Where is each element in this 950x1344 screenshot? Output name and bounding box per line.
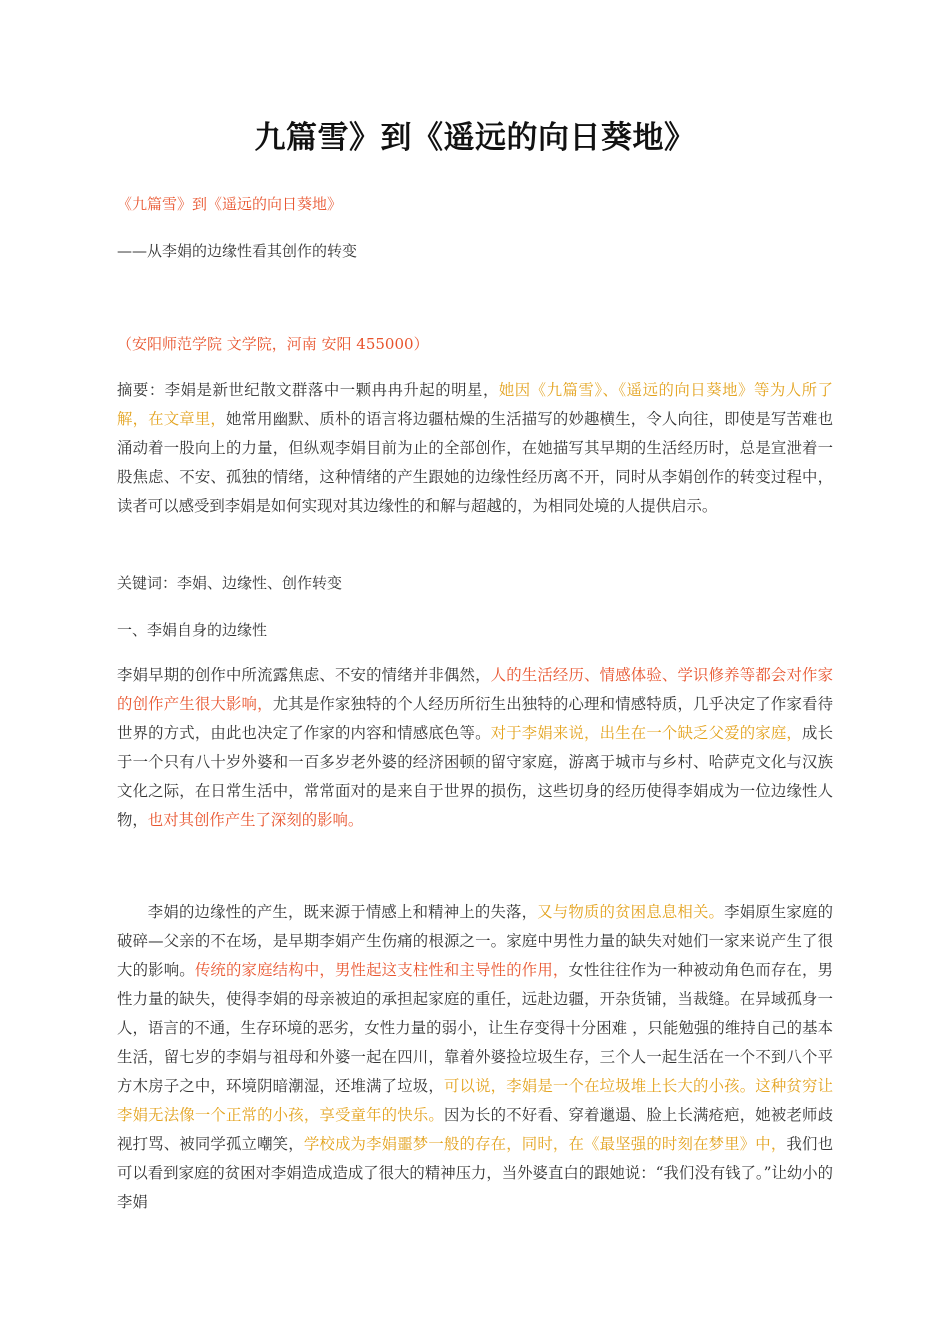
para2-sentence: 女性往往作为一种被动角色而存在，男性力量的缺失，使得李娟的母亲被迫的承担起家庭的重任，远赴边疆，开杂货铺，当裁缝。在异域孤身一人，语言的不通，生存环境的恶劣，女性力量的弱小，让生存变得十分困难 ，只能勉强的维持自己的基本生活，留七岁的李娟与祖母和外婆一起在四川，靠着外婆捡垃圾生存，三个人一起生活在一个不到八个平方木房子之中，环境阴暗潮湿，还堆满了垃圾， [117,961,833,1095]
para1-highlight-orange: 对于李娟来说，出生在一个缺乏父爱的家庭， [490,724,803,742]
para2-sentence: 李娟原生家庭的破碎—父亲的不在场，是早期李娟产生伤痛的根源之一。家庭中男性力量的缺失对她们一家来说产生了很大的影响。 [117,903,833,979]
para2-sentence: 李娟的边缘性的产生，既来源于情感上和精神上的失落， [147,903,538,921]
para1-highlight-red: 也对其创作产生了深刻的影响。 [147,811,364,829]
section-heading: 一、李娟自身的边缘性 [117,621,268,639]
abstract-paragraph [117,376,833,521]
para1-sentence: 尤其是作家独特的个人经历所衍生出独特的心理和情感特质，几乎决定了作家看待世界的方式，由此也决定了作家的内容和情感底色等。 [117,695,833,742]
page-title: 九篇雪》到《遥远的向日葵地》 [254,120,696,156]
abstract-sentence: 摘要：李娟是新世纪散文群落中一颗冉冉升起的明星， [117,381,499,399]
affiliation: （安阳师范学院 文学院，河南 安阳 455000） [117,335,429,353]
para1-sentence: 成长于一个只有八十岁外婆和一百多岁老外婆的经济困顿的留守家庭，游离于城市与乡村、哈萨克文化与汉族文化之际，在日常生活中，常常面对的是来自于世界的损伤，这些切身的经历使得李娟成为一位边缘性人物， [117,724,833,829]
abstract-highlight: 她因《九篇雪》、《遥远的向日葵地》等为人所了解，在文章里， [117,381,833,428]
body-paragraph-2 [117,898,833,1217]
subtitle-red: 《九篇雪》到《遥远的向日葵地》 [117,195,343,213]
para1-highlight-red: 人的生活经历、情感体验、学识修养等都会对作家的创作产生很大影响， [117,666,833,713]
body-paragraph-1 [117,661,833,835]
para1-sentence: 李娟早期的创作中所流露焦虑、不安的情绪并非偶然， [117,666,491,684]
para2-highlight-orange: 又与物质的贫困息息相关。 [537,903,725,921]
subtitle-dash: ——从李娟的边缘性看其创作的转变 [117,242,358,260]
para2-highlight-red: 传统的家庭结构中，男性起这支柱性和主导性的作用， [194,961,569,979]
abstract-sentence: 她常用幽默、质朴的语言将边疆枯燥的生活描写的妙趣横生，令人向往，即使是写苦难也涌动着一股向上的力量，但纵观李娟目前为止的全部创作，在她描写其早期的生活经历时，总是宣泄着一股焦虑、不安、孤独的情绪，这种情绪的产生跟她的边缘性经历离不开，同时从李娟创作的转变过程中，读者可以感受到李娟是如何实现对其边缘性的和解与超越的，为相同处境的人提供启示。 [117,410,833,515]
para2-sentence: 因为长的不好看、穿着邋遢、脸上长满疮疤，她被老师歧视打骂、被同学孤立嘲笑， [117,1106,833,1153]
keywords: 关键词：李娟、边缘性、创作转变 [117,574,343,592]
para2-sentence: 我们也可以看到家庭的贫困对李娟造成造成了很大的精神压力，当外婆直白的跟她说：“我们没有钱了。”让幼小的李娟 [117,1135,834,1211]
para2-highlight-orange: 学校成为李娟噩梦一般的存在，同时，在《最坚强的时刻在梦里》中， [303,1135,787,1153]
para2-highlight-orange: 可以说，李娟是一个在垃圾堆上长大的小孩。这种贫穷让李娟无法像一个正常的小孩，享受童年的快乐。 [117,1077,833,1124]
